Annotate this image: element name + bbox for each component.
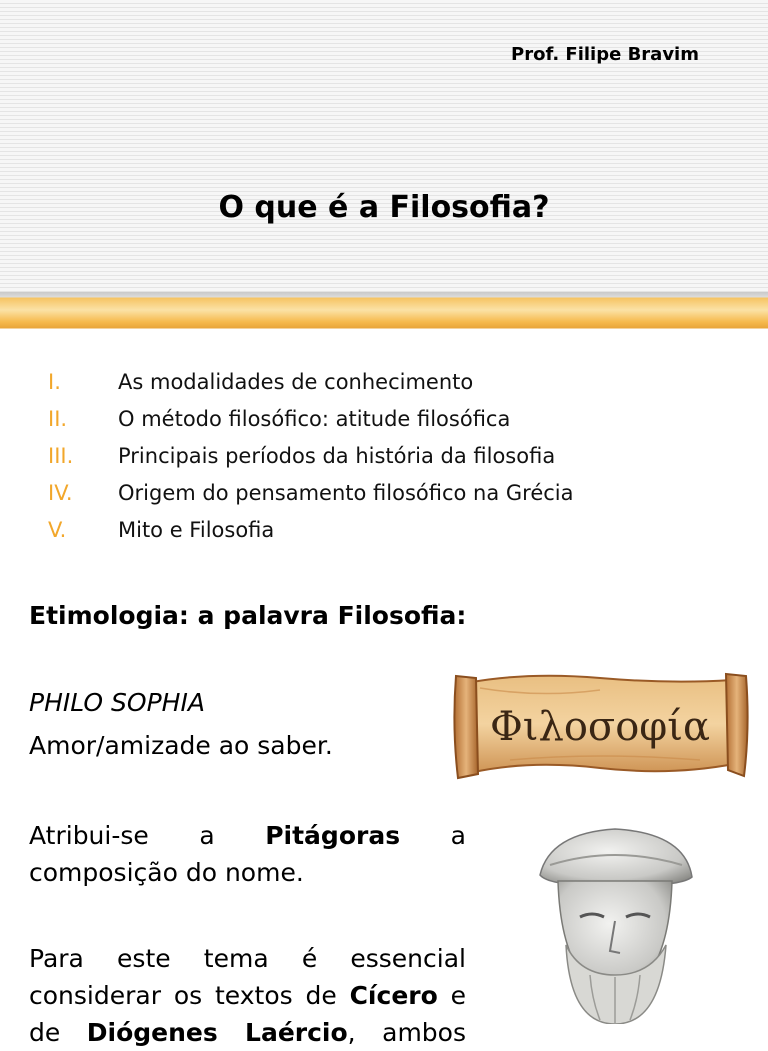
outline-item xyxy=(48,400,574,437)
scroll-greek-word: Φιλοσοφία xyxy=(490,704,710,750)
pythagoras-paragraph xyxy=(29,817,466,891)
outline-numeral: V. xyxy=(48,517,67,542)
author-name: Prof. Filipe Bravim xyxy=(511,44,699,65)
outline-item xyxy=(48,437,574,474)
text-run: e xyxy=(437,981,466,1010)
paragraph-line xyxy=(29,977,466,1014)
etymology-heading: Etimologia: a palavra Filosofia: xyxy=(29,601,467,630)
outline-text: Origem do pensamento filosófico na Grécia xyxy=(118,480,574,505)
outline-numeral: II. xyxy=(48,406,68,431)
topic-outline xyxy=(48,363,574,548)
outline-text: As modalidades de conhecimento xyxy=(118,369,474,394)
orange-divider-band xyxy=(0,292,768,329)
outline-numeral: III. xyxy=(48,443,74,468)
text-run: Atribui-se a xyxy=(29,821,266,850)
outline-item xyxy=(48,474,574,511)
paragraph-line xyxy=(29,1014,466,1051)
sources-paragraph xyxy=(29,940,466,1051)
outline-text: Mito e Filosofia xyxy=(118,517,275,542)
paragraph-line: composição do nome. xyxy=(29,858,304,887)
text-run: a xyxy=(400,821,466,850)
outline-item xyxy=(48,363,574,400)
text-run: considerar os textos de xyxy=(29,981,350,1010)
outline-text: O método filosófico: atitude filosófica xyxy=(118,406,511,431)
cicero-name: Cícero xyxy=(349,981,438,1010)
outline-numeral: I. xyxy=(48,369,61,394)
paragraph-line: Para este tema é essencial xyxy=(29,944,466,973)
pythagoras-bust-image xyxy=(520,825,710,1024)
pythagoras-name: Pitágoras xyxy=(265,821,401,850)
term-meaning: Amor/amizade ao saber. xyxy=(29,731,333,760)
slide-title: O que é a Filosofia? xyxy=(218,190,550,225)
outline-numeral: IV. xyxy=(48,480,73,505)
parchment-scroll-image xyxy=(450,668,752,784)
text-run: , ambos xyxy=(347,1018,466,1047)
diogenes-name: Diógenes Laércio xyxy=(86,1018,348,1047)
paragraph-line xyxy=(29,817,466,854)
outline-text: Principais períodos da história da filosofia xyxy=(118,443,556,468)
outline-item xyxy=(48,511,574,548)
greek-term: PHILO SOPHIA xyxy=(29,688,205,717)
text-run: de xyxy=(29,1018,87,1047)
slide-header xyxy=(0,0,768,292)
